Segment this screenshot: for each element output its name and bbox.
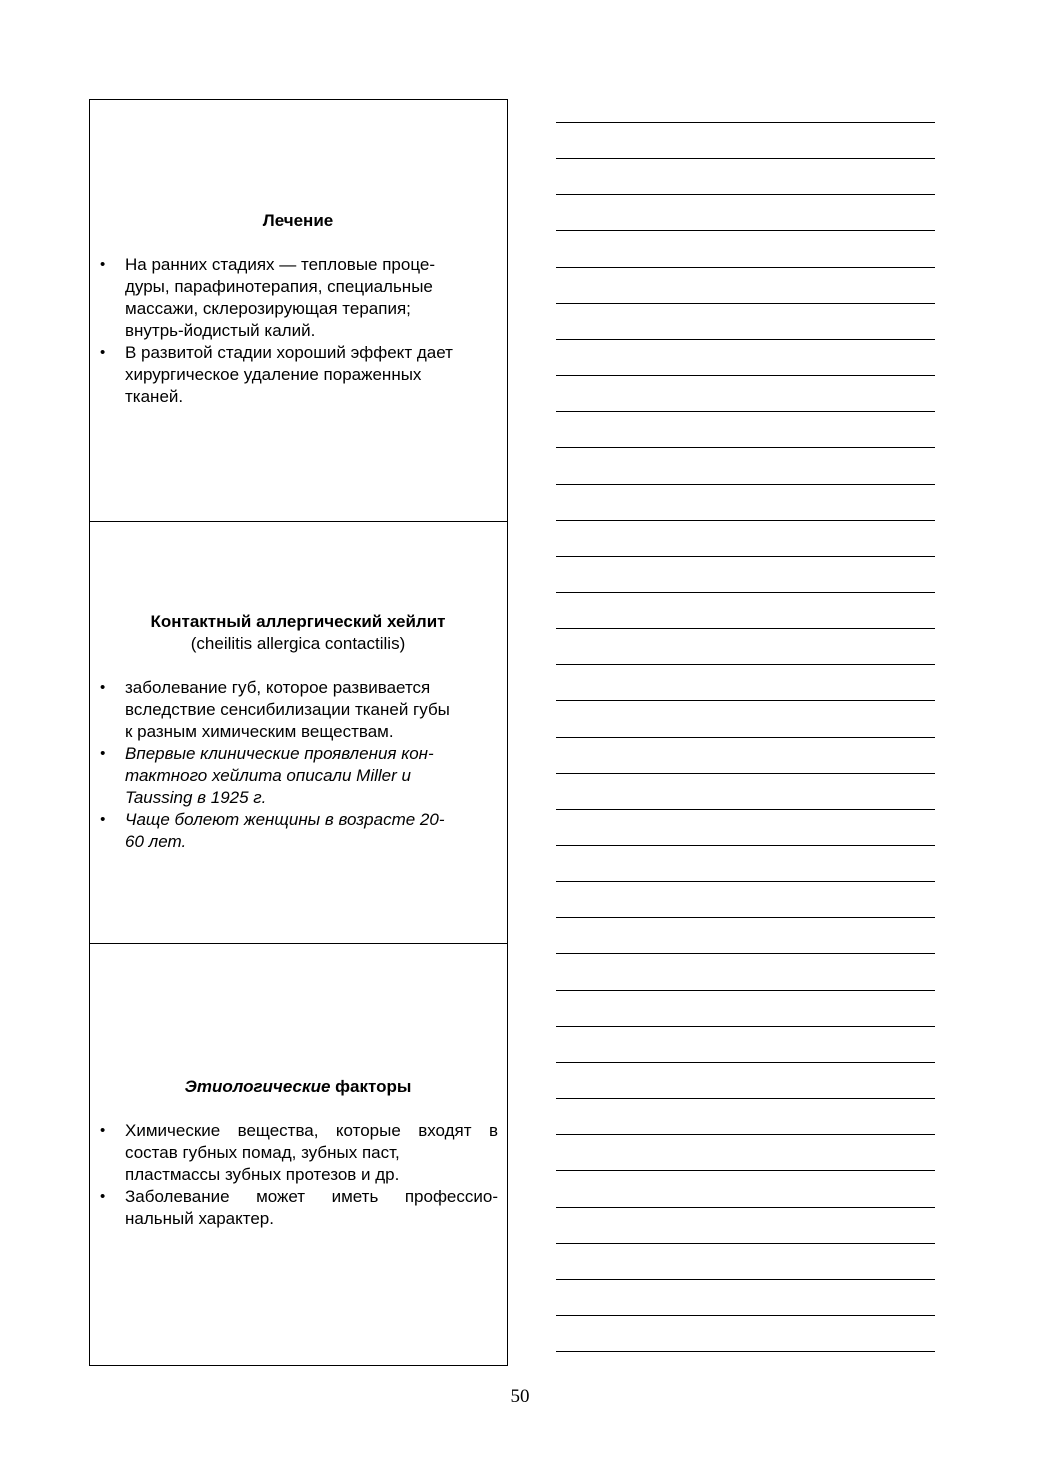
slide-subtitle: (cheilitis allergica contactilis)	[190, 634, 406, 653]
bullet-item	[98, 342, 498, 408]
text-line: пластмассы зубных протезов и др.	[125, 1165, 400, 1184]
note-line	[556, 1279, 935, 1280]
text-line: Taussing в 1925 г.	[125, 788, 267, 807]
note-line	[556, 375, 935, 376]
bullet-item	[98, 743, 498, 809]
text-line: к разным химическим веществам.	[125, 722, 394, 741]
note-line	[556, 700, 935, 701]
bullet-list	[98, 677, 498, 853]
note-line	[556, 267, 935, 268]
note-line	[556, 303, 935, 304]
bullet-item	[98, 677, 498, 743]
bullet-list	[98, 254, 498, 408]
note-line	[556, 664, 935, 665]
note-line	[556, 592, 935, 593]
text-line: нальный характер.	[125, 1209, 274, 1228]
note-line	[556, 520, 935, 521]
slide-contact-cheilitis	[89, 521, 508, 944]
note-line	[556, 194, 935, 195]
slide-treatment	[89, 99, 508, 522]
text-line: тактного хейлита описали Miller и	[125, 766, 411, 785]
text-line: массажи, склерозирующая терапия;	[125, 299, 411, 318]
note-line	[556, 809, 935, 810]
note-line	[556, 1170, 935, 1171]
bullet-item	[98, 809, 498, 853]
note-line	[556, 556, 935, 557]
text-line: хирургическое удаление пораженных	[125, 365, 422, 384]
slide-title-italic: Этиологические	[184, 1077, 331, 1096]
text-line: В развитой стадии хороший эффект дает	[125, 343, 453, 362]
note-line	[556, 1315, 935, 1316]
slide-title: Контактный аллергический хейлит	[150, 612, 446, 631]
slide-title: Лечение	[262, 211, 334, 230]
text-line: Заболевание может иметь профессио-	[125, 1187, 498, 1206]
bullet-item	[98, 1186, 498, 1230]
note-line	[556, 339, 935, 340]
slide-title	[98, 1076, 498, 1098]
notes-lines	[556, 0, 935, 1400]
page-number: 50	[510, 1386, 530, 1407]
slide-title-rest: факторы	[330, 1077, 412, 1096]
note-line	[556, 1026, 935, 1027]
note-line	[556, 1243, 935, 1244]
text-line: Впервые клинические проявления кон-	[125, 744, 434, 763]
text-line: внутрь-йодистый калий.	[125, 321, 316, 340]
note-line	[556, 447, 935, 448]
note-line	[556, 1062, 935, 1063]
note-line	[556, 881, 935, 882]
note-line	[556, 158, 935, 159]
note-line	[556, 737, 935, 738]
note-line	[556, 953, 935, 954]
note-line	[556, 411, 935, 412]
text-line: Химические вещества, которые входят в состав губных помад, зубных паст,	[125, 1121, 498, 1162]
text-line: Чаще болеют женщины в возрасте 20-	[125, 810, 445, 829]
note-line	[556, 122, 935, 123]
text-line: тканей.	[125, 387, 184, 406]
note-line	[556, 917, 935, 918]
note-line	[556, 1134, 935, 1135]
note-line	[556, 773, 935, 774]
note-line	[556, 484, 935, 485]
text-line: дуры, парафинотерапия, специальные	[125, 277, 433, 296]
bullet-item	[98, 254, 498, 342]
text-line: 60 лет.	[125, 832, 187, 851]
note-line	[556, 990, 935, 991]
note-line	[556, 230, 935, 231]
note-line	[556, 845, 935, 846]
bullet-list	[98, 1120, 498, 1230]
slides-column	[89, 99, 508, 1366]
note-line	[556, 628, 935, 629]
text-line: вследствие сенсибилизации тканей губы	[125, 700, 450, 719]
note-line	[556, 1351, 935, 1352]
note-line	[556, 1207, 935, 1208]
text-line: заболевание губ, которое развивается	[125, 678, 431, 697]
slide-etiology	[89, 943, 508, 1366]
text-line: На ранних стадиях — тепловые проце-	[125, 255, 436, 274]
note-line	[556, 1098, 935, 1099]
bullet-item	[98, 1120, 498, 1186]
